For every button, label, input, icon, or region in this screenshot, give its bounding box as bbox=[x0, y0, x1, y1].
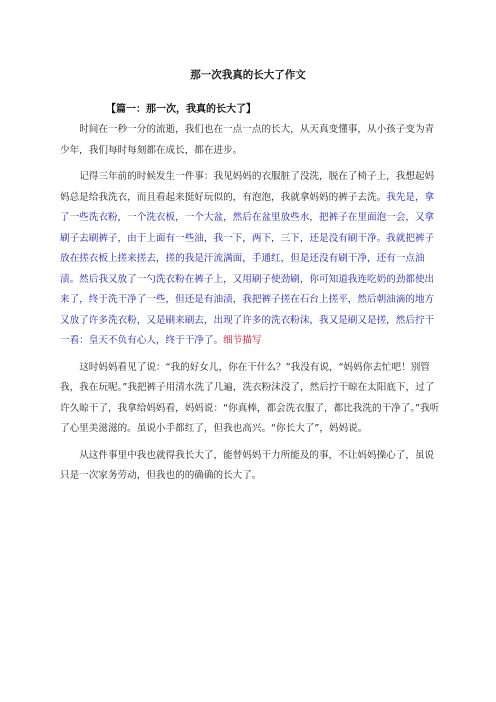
paragraph-text: 这时妈妈看见了说：“我的好女儿，你在干什么？”我没有说，“妈妈你去忙吧！别管我，我在玩呢。”我把裤子用清水洗了几遍，洗衣粉沫没了，然后拧干晾在太阳底下，过了许久晾干了，我拿给妈妈看，妈妈说：“你真棒，都会洗衣服了，都比我洗的干净了。”我听了心里美滋滋的。虽说小手都红了，但我也高兴。“你长大了”，妈妈说。 bbox=[60, 361, 440, 434]
document-title: 那一次我真的长大了作文 bbox=[190, 69, 306, 81]
essay-body bbox=[60, 120, 440, 493]
paragraph-2 bbox=[60, 167, 440, 352]
paragraph-text: 时间在一秒一分的流逝，我们也在一点一点的长大，从天真变懂事，从小孩子变为青少年，我们每时每刻都在成长，都在进步。 bbox=[60, 124, 435, 156]
section-heading: 【篇一：那一次，我真的长大了】 bbox=[106, 104, 256, 115]
paragraph-3 bbox=[60, 358, 440, 440]
annotation-note: 细节描写 bbox=[223, 335, 262, 346]
paragraph-4 bbox=[60, 446, 440, 487]
paragraph-1 bbox=[60, 120, 440, 161]
paragraph-text: 记得三年前的时候发生一件事：我见妈妈的衣服脏了没洗，脱在了椅子上，我想起妈妈总是给我洗衣，而且看起来挺好玩似的，有泡泡，我就拿妈妈的裤子去洗。 bbox=[60, 171, 435, 203]
paragraph-text: 从这件事里中我也就得我长大了，能替妈妈干力所能及的事，不让妈妈操心了，虽说只是一次家务劳动，但我也的的确确的长大了。 bbox=[60, 449, 435, 481]
highlighted-passage: 我先是，拿了一些洗衣粉，一个洗衣板，一个大盆，然后在盆里放些水，把裤子在里面泡一会，又拿刷子去刷裤子，由于上面有一些油，我一下，两下，三下，还是没有刷干净。我就把裤子放在搓衣板上搓来搓去，搓的我是汗流满面，手通红，但是还没有刷干净，还有一点油渍。然后我又放了一勺洗衣粉在裤子上，又用刷子使劲刷，你可知道我连吃奶的劲都使出来了，终于洗干净了一些，但还是有油渍，我把裤子搓在石台上搓平，然后朝油滴的地方又放了许多洗衣粉，又是刷来刷去，出现了许多的洗衣粉沫，我又是刷又是搓，然后拧干一看：皇天不负有心人，终于干净了。 bbox=[60, 191, 435, 346]
